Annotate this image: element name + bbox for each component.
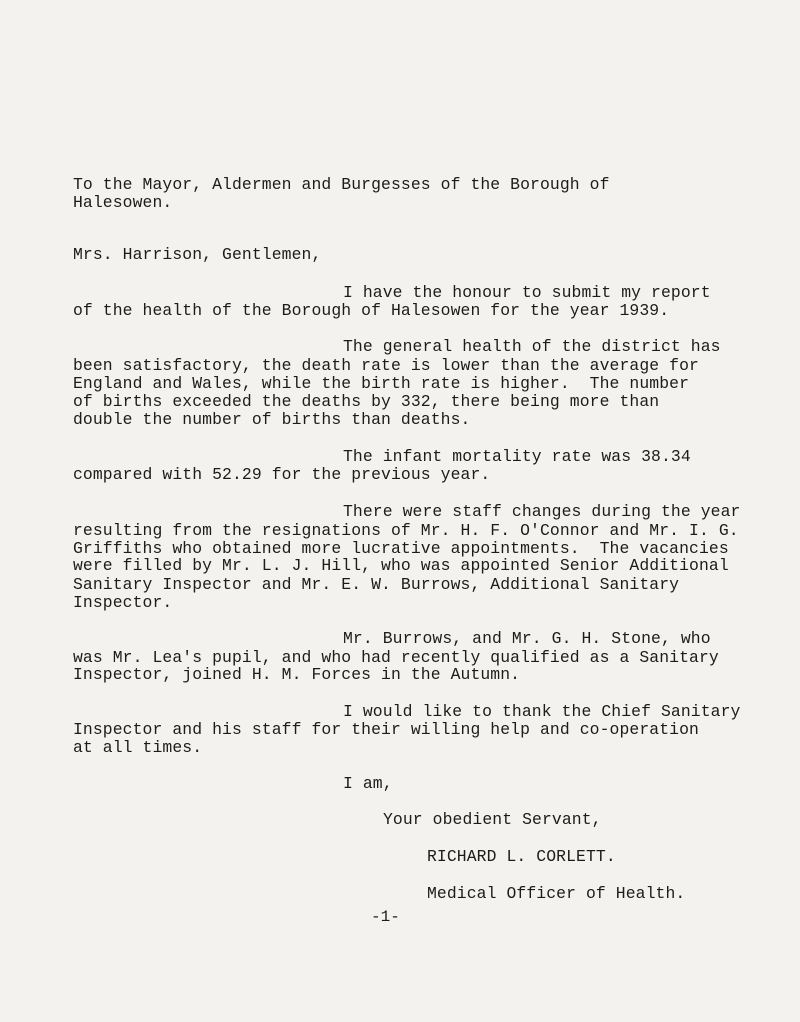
paragraph-4-line: Sanitary Inspector and Mr. E. W. Burrows, Additional Sanitary — [73, 575, 680, 595]
page-number: -1- — [371, 907, 400, 926]
paragraph-4-line: Griffiths who obtained more lucrative appointments. The vacancies — [73, 538, 729, 558]
paragraph-6-first-line: I would like to thank the Chief Sanitary — [343, 702, 741, 722]
paragraph-3-first-line: The infant mortality rate was 38.34 — [343, 446, 691, 466]
paragraph-3-line: compared with 52.29 for the previous year. — [73, 465, 491, 485]
salutation: Mrs. Harrison, Gentlemen, — [73, 244, 322, 264]
paragraph-4-first-line: There were staff changes during the year — [343, 502, 741, 522]
paragraph-2-line: of births exceeded the deaths by 332, there being more than — [73, 391, 660, 411]
paragraph-5-line: was Mr. Lea's pupil, and who had recently qualified as a Sanitary — [73, 647, 719, 667]
paragraph-4-line: resulting from the resignations of Mr. H. F. O'Connor and Mr. I. G. — [73, 521, 739, 541]
paragraph-4-line: were filled by Mr. L. J. Hill, who was appointed Senior Additional — [73, 556, 729, 576]
paragraph-5-first-line: Mr. Burrows, and Mr. G. H. Stone, who — [343, 629, 711, 648]
address-line-2: Halesowen. — [73, 192, 173, 212]
paragraph-6-line: Inspector and his staff for their willing help and co-operation — [73, 720, 699, 740]
paragraph-2-line: double the number of births than deaths. — [73, 409, 471, 429]
paragraph-1-line: of the health of the Borough of Halesowen for the year 1939. — [73, 300, 670, 320]
paragraph-1-first-line: I have the honour to submit my report — [343, 282, 711, 302]
paragraph-6-line: at all times. — [73, 737, 203, 757]
paragraph-2-first-line: The general health of the district has — [343, 336, 721, 356]
closing-servant: Your obedient Servant, — [383, 810, 602, 830]
signatory-name: RICHARD L. CORLETT. — [427, 846, 616, 866]
closing-i-am: I am, — [343, 774, 393, 794]
signatory-title: Medical Officer of Health. — [427, 883, 686, 903]
paragraph-2-line: been satisfactory, the death rate is lower than the average for — [73, 356, 699, 376]
paragraph-4-line: Inspector. — [73, 592, 173, 612]
paragraph-5-line: Inspector, joined H. M. Forces in the Autumn. — [73, 665, 521, 685]
address-line-1: To the Mayor, Aldermen and Burgesses of the Borough of — [73, 175, 610, 194]
paragraph-2-line: England and Wales, while the birth rate is higher. The number — [73, 374, 690, 394]
